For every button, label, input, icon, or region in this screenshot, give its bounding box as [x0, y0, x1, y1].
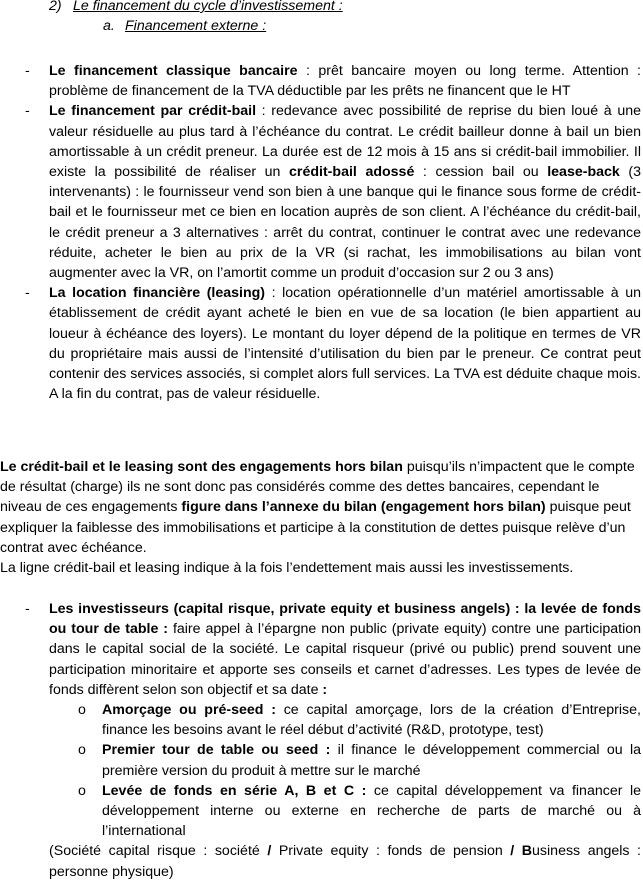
note-separator-1: / [267, 843, 272, 860]
off-balance-bold-2: figure dans l’annexe du bilan (engagement hors bilan) [181, 499, 546, 516]
list-item-round [49, 740, 641, 780]
note-text-4: usiness angels : personne physique) [49, 843, 641, 880]
investors-note [49, 841, 641, 881]
term-series: Levée de fonds en série A, B et C : [102, 782, 367, 799]
off-balance-text-1: puisqu’ils n’impactent que le compte de résultat (charge) ils ne sont donc pas considérés comme des dettes bancaires, cependant le niveau de ces engagements [0, 459, 635, 516]
desc-leasing: : location opérationnelle d’un matériel amortissable à un établissement de crédit ayant acheté le bien en vue de sa location (le bien appartient au loueur à échéance des loyers). Le montant du loyer dépend de la politique en termes de VR du propriétaire mais aussi de l’intensité d’utilisation du bien par le preneur. Ce contrat peut contenir des services associés, si complet alors full services. La TVA est déduite chaque mois. A la fin du contrat, pas de valeur résiduelle. [49, 285, 641, 403]
desc-credit-bail: : redevance avec possibilité de reprise du bien loué à une valeur résiduelle au plus tard à l’échéance du contrat. Le crédit bailleur donne à bail un bien amortissable à un crédit preneur. La durée est de 12 mois à 15 ans si crédit-bail immobilier. Il existe la possibilité de réaliser un [49, 103, 641, 181]
list-item-credit-bail [0, 101, 643, 283]
financing-list [0, 61, 643, 404]
desc-investors: faire appel à l’épargne non public (private equity) contre une participation dans le capital social de la société. Le capital risqueur (privé ou public) prend souvent une participation minoritaire et apporte ses conseils et carnet d’adresses. Les types de levée de fonds diffèrent selon son objectif et sa date [49, 621, 641, 698]
subsection-title: Financement externe : [125, 18, 267, 34]
list-item-investors [0, 599, 643, 882]
subsection-heading [103, 16, 266, 36]
desc-pre-seed: ce capital amorçage, lors de la création d’Entreprise, finance les besoins avant le réel début d’activité (R&D, prototype, test) [102, 702, 641, 739]
term-leasing: La location financière (leasing) [49, 285, 266, 302]
section-heading [49, 0, 343, 16]
desc-bank-loan: : prêt bancaire moyen ou long terme. Attention : problème de financement de la TVA déductible par les prêts ne financent que le HT [49, 63, 642, 100]
desc-seed: il finance le développement commercial ou la première version du produit à mettre sur le marché [102, 742, 641, 779]
investors-list [0, 599, 643, 882]
section-number: 2) [49, 0, 62, 14]
list-item-round [49, 700, 641, 740]
desc-lease-back: (3 intervenants) : le fournisseur vend son bien à une banque qui le finance sous forme de crédit-bail et le fournisseur met ce bien en location auprès de son client. A l’échéance du crédit-bail, le crédit preneur a 3 alternatives : arrêt du contrat, continuer le contrat avec une redevance réduite, acheter le bien au prix de la VR (si rachat, les immobilisations au bilan vont augmenter avec la VR, on l’amortit comme un produit d’occasion sur 2 ou 3 ans) [49, 164, 642, 282]
term-credit-bail-adosse: crédit-bail adossé [289, 164, 415, 181]
term-credit-bail: Le financement par crédit-bail [49, 103, 257, 120]
term-lease-back: lease-back [547, 164, 620, 181]
off-balance-text [0, 457, 641, 558]
off-balance-bold-1: Le crédit-bail et le leasing sont des engagements hors bilan [0, 459, 403, 475]
section-title: Le financement du cycle d’investissement : [73, 0, 343, 14]
note-text-1: (Société capital risque : société [49, 843, 268, 860]
term-bank-loan: Le financement classique bancaire [49, 63, 298, 79]
investors-colon: : [322, 681, 328, 698]
note-separator-2: / [510, 843, 515, 860]
term-investors: Les investisseurs (capital risque, private equity et business angels) : la levée de fonds ou tour de table : [49, 601, 641, 638]
list-item-bank-loan [0, 61, 643, 101]
desc-credit-bail-adosse: : cession bail ou [414, 164, 548, 181]
subsection-number: a. [103, 18, 115, 34]
note-letter-b: B [521, 843, 533, 860]
funding-rounds-list [49, 700, 641, 841]
list-item-leasing [0, 283, 643, 404]
off-balance-paragraph [0, 457, 641, 578]
desc-series: ce capital développement va financer le développement interne ou externe en recherche de parts de marché ou à l’international [102, 782, 641, 840]
list-item-round [49, 781, 641, 842]
off-balance-text-2: puisque peut expliquer la faiblesse des immobilisations et participe à la constitution de dettes puisque relève d’un contrat avec échéance. [0, 499, 631, 556]
leasing-line-text: La ligne crédit-bail et leasing indique à la fois l’endettement mais aussi les investissements. [0, 560, 574, 577]
term-seed: Premier tour de table ou seed : [102, 742, 331, 759]
term-pre-seed: Amorçage ou pré-seed : [102, 702, 276, 719]
note-text-3 [514, 843, 522, 859]
note-text-2: Private equity : fonds de pension [271, 843, 511, 860]
